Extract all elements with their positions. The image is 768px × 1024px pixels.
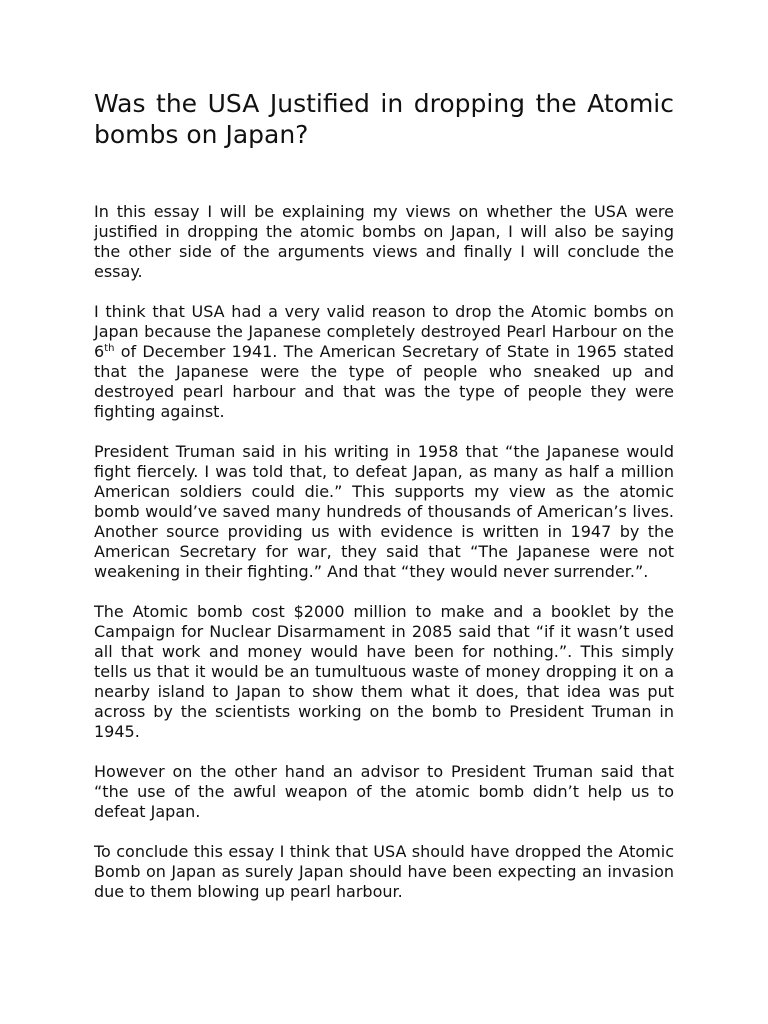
paragraph-conclusion: To conclude this essay I think that USA should have dropped the Atomic Bomb on Japan as surely Japan should have been expecting an invasion due to them blowing up pearl harbour. bbox=[94, 842, 674, 901]
paragraph-bomb-cost: The Atomic bomb cost $2000 million to make and a booklet by the Campaign for Nuclear Disarmament in 2085 said that “if it wasn’t used all that work and money would have been for nothing.”. This simply tells us that it would be an tumultuous waste of money dropping it on a nearby island to Japan to show them what it does, that idea was put across by the scientists working on the bomb to President Truman in 1945. bbox=[94, 602, 674, 741]
paragraph-truman-quote: President Truman said in his writing in 1958 that “the Japanese would fight fiercely. I was told that, to defeat Japan, as many as half a million American soldiers could die.” This supports my view as the atomic bomb would’ve saved many hundreds of thousands of American’s lives. Another source providing us with evidence is written in 1947 by the American Secretary for war, they said that “The Japanese were not weakening in their fighting.” And that “they would never surrender.”. bbox=[94, 442, 674, 581]
document-page bbox=[94, 88, 674, 902]
paragraph-pearl-harbour bbox=[94, 302, 674, 422]
ordinal-suffix: th bbox=[104, 343, 115, 354]
paragraph-introduction: In this essay I will be explaining my views on whether the USA were justified in dropping the atomic bombs on Japan, I will also be saying the other side of the arguments views and finally I will conclude the essay. bbox=[94, 202, 674, 281]
paragraph-pearl-harbour-text-start: I think that USA had a very valid reason to drop the Atomic bombs on Japan because the Japanese completely destroyed Pearl Harbour on the 6 bbox=[94, 302, 674, 361]
paragraph-counterargument: However on the other hand an advisor to President Truman said that “the use of the awful weapon of the atomic bomb didn’t help us to defeat Japan. bbox=[94, 762, 674, 821]
essay-title: Was the USA Justified in dropping the Atomic bombs on Japan? bbox=[94, 89, 674, 149]
paragraph-pearl-harbour-text-end: of December 1941. The American Secretary of State in 1965 stated that the Japanese were the type of people who sneaked up and destroyed pearl harbour and that was the type of people they were fighting against. bbox=[94, 342, 674, 421]
